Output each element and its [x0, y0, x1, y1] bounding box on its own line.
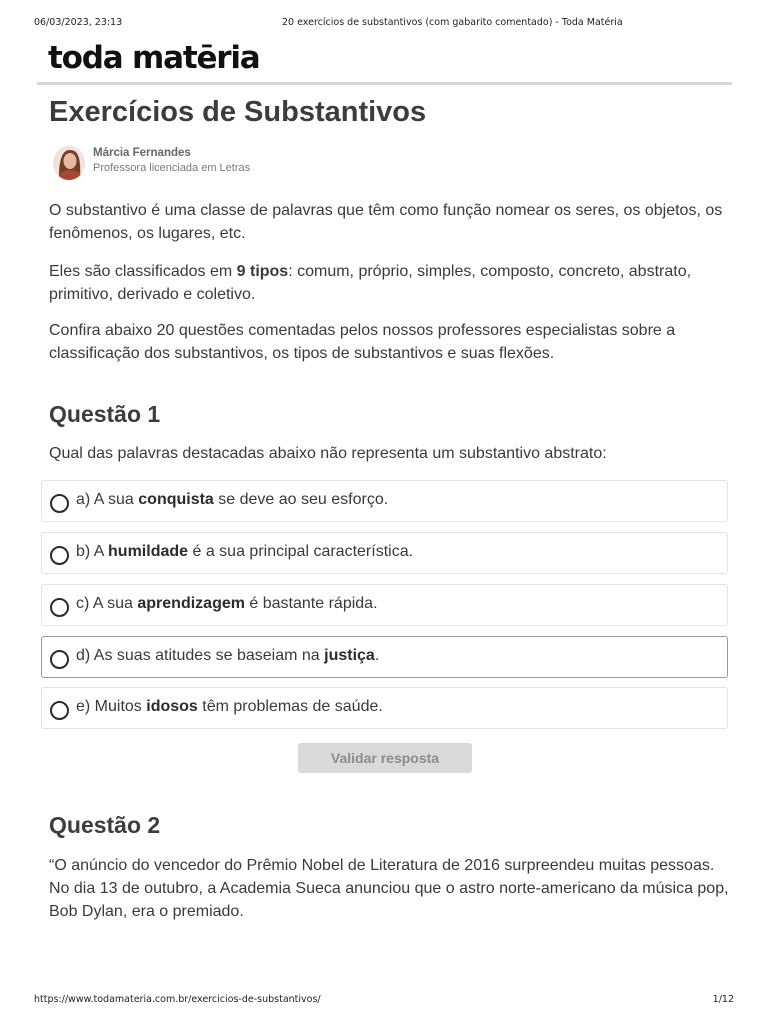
- radio-button[interactable]: [50, 598, 69, 617]
- question-1-prompt: Qual das palavras destacadas abaixo não representa um substantivo abstrato:: [49, 445, 607, 462]
- option-b[interactable]: [41, 532, 728, 574]
- author-role: Professora licenciada em Letras: [93, 162, 251, 174]
- header-divider: [37, 82, 732, 85]
- site-logo[interactable]: toda matēria: [48, 40, 260, 76]
- radio-button[interactable]: [50, 546, 69, 565]
- author-name[interactable]: Márcia Fernandes: [93, 147, 191, 159]
- option-c[interactable]: [41, 584, 728, 626]
- print-url: https://www.todamateria.com.br/exercicios-de-substantivos/: [34, 994, 321, 1005]
- print-page-title: 20 exercícios de substantivos (com gabarito comentado) - Toda Matéria: [282, 17, 623, 28]
- article-title: Exercícios de Substantivos: [49, 96, 427, 128]
- intro-paragraph-1: O substantivo é uma classe de palavras que têm como função nomear os seres, os objetos, os fenômenos, os lugares, etc.: [49, 202, 723, 242]
- option-label: d) As suas atitudes se baseiam na justiça.: [76, 647, 380, 664]
- option-label: e) Muitos idosos têm problemas de saúde.: [76, 698, 383, 715]
- radio-button[interactable]: [50, 650, 69, 669]
- option-d[interactable]: [41, 636, 728, 678]
- option-label: c) A sua aprendizagem é bastante rápida.: [76, 595, 378, 612]
- question-1-title: Questão 1: [49, 401, 161, 427]
- question-2-title: Questão 2: [49, 812, 161, 838]
- option-label: b) A humildade é a sua principal característica.: [76, 543, 414, 560]
- option-a[interactable]: [41, 480, 728, 522]
- intro-paragraph-2: Eles são classificados em 9 tipos: comum, próprio, simples, composto, concreto, abstrato, primitivo, derivado e coletivo.: [49, 263, 692, 303]
- print-page-number: 1/12: [712, 994, 734, 1005]
- question-2-text: “O anúncio do vencedor do Prêmio Nobel de Literatura de 2016 surpreendeu muitas pessoas. No dia 13 de outubro, a Academia Sueca anunciou que o astro norte-americano da música pop, Bob Dylan, era o premiado.: [49, 857, 729, 920]
- validate-answer-button[interactable]: Validar resposta: [298, 743, 472, 773]
- radio-button[interactable]: [50, 494, 69, 513]
- print-datetime: 06/03/2023, 23:13: [34, 17, 123, 28]
- author-avatar: [53, 146, 85, 180]
- radio-button[interactable]: [50, 701, 69, 720]
- option-label: a) A sua conquista se deve ao seu esforço.: [76, 491, 389, 508]
- intro-paragraph-3: Confira abaixo 20 questões comentadas pelos nossos professores especialistas sobre a classificação dos substantivos, os tipos de substantivos e suas flexões.: [49, 322, 676, 362]
- option-e[interactable]: [41, 687, 728, 729]
